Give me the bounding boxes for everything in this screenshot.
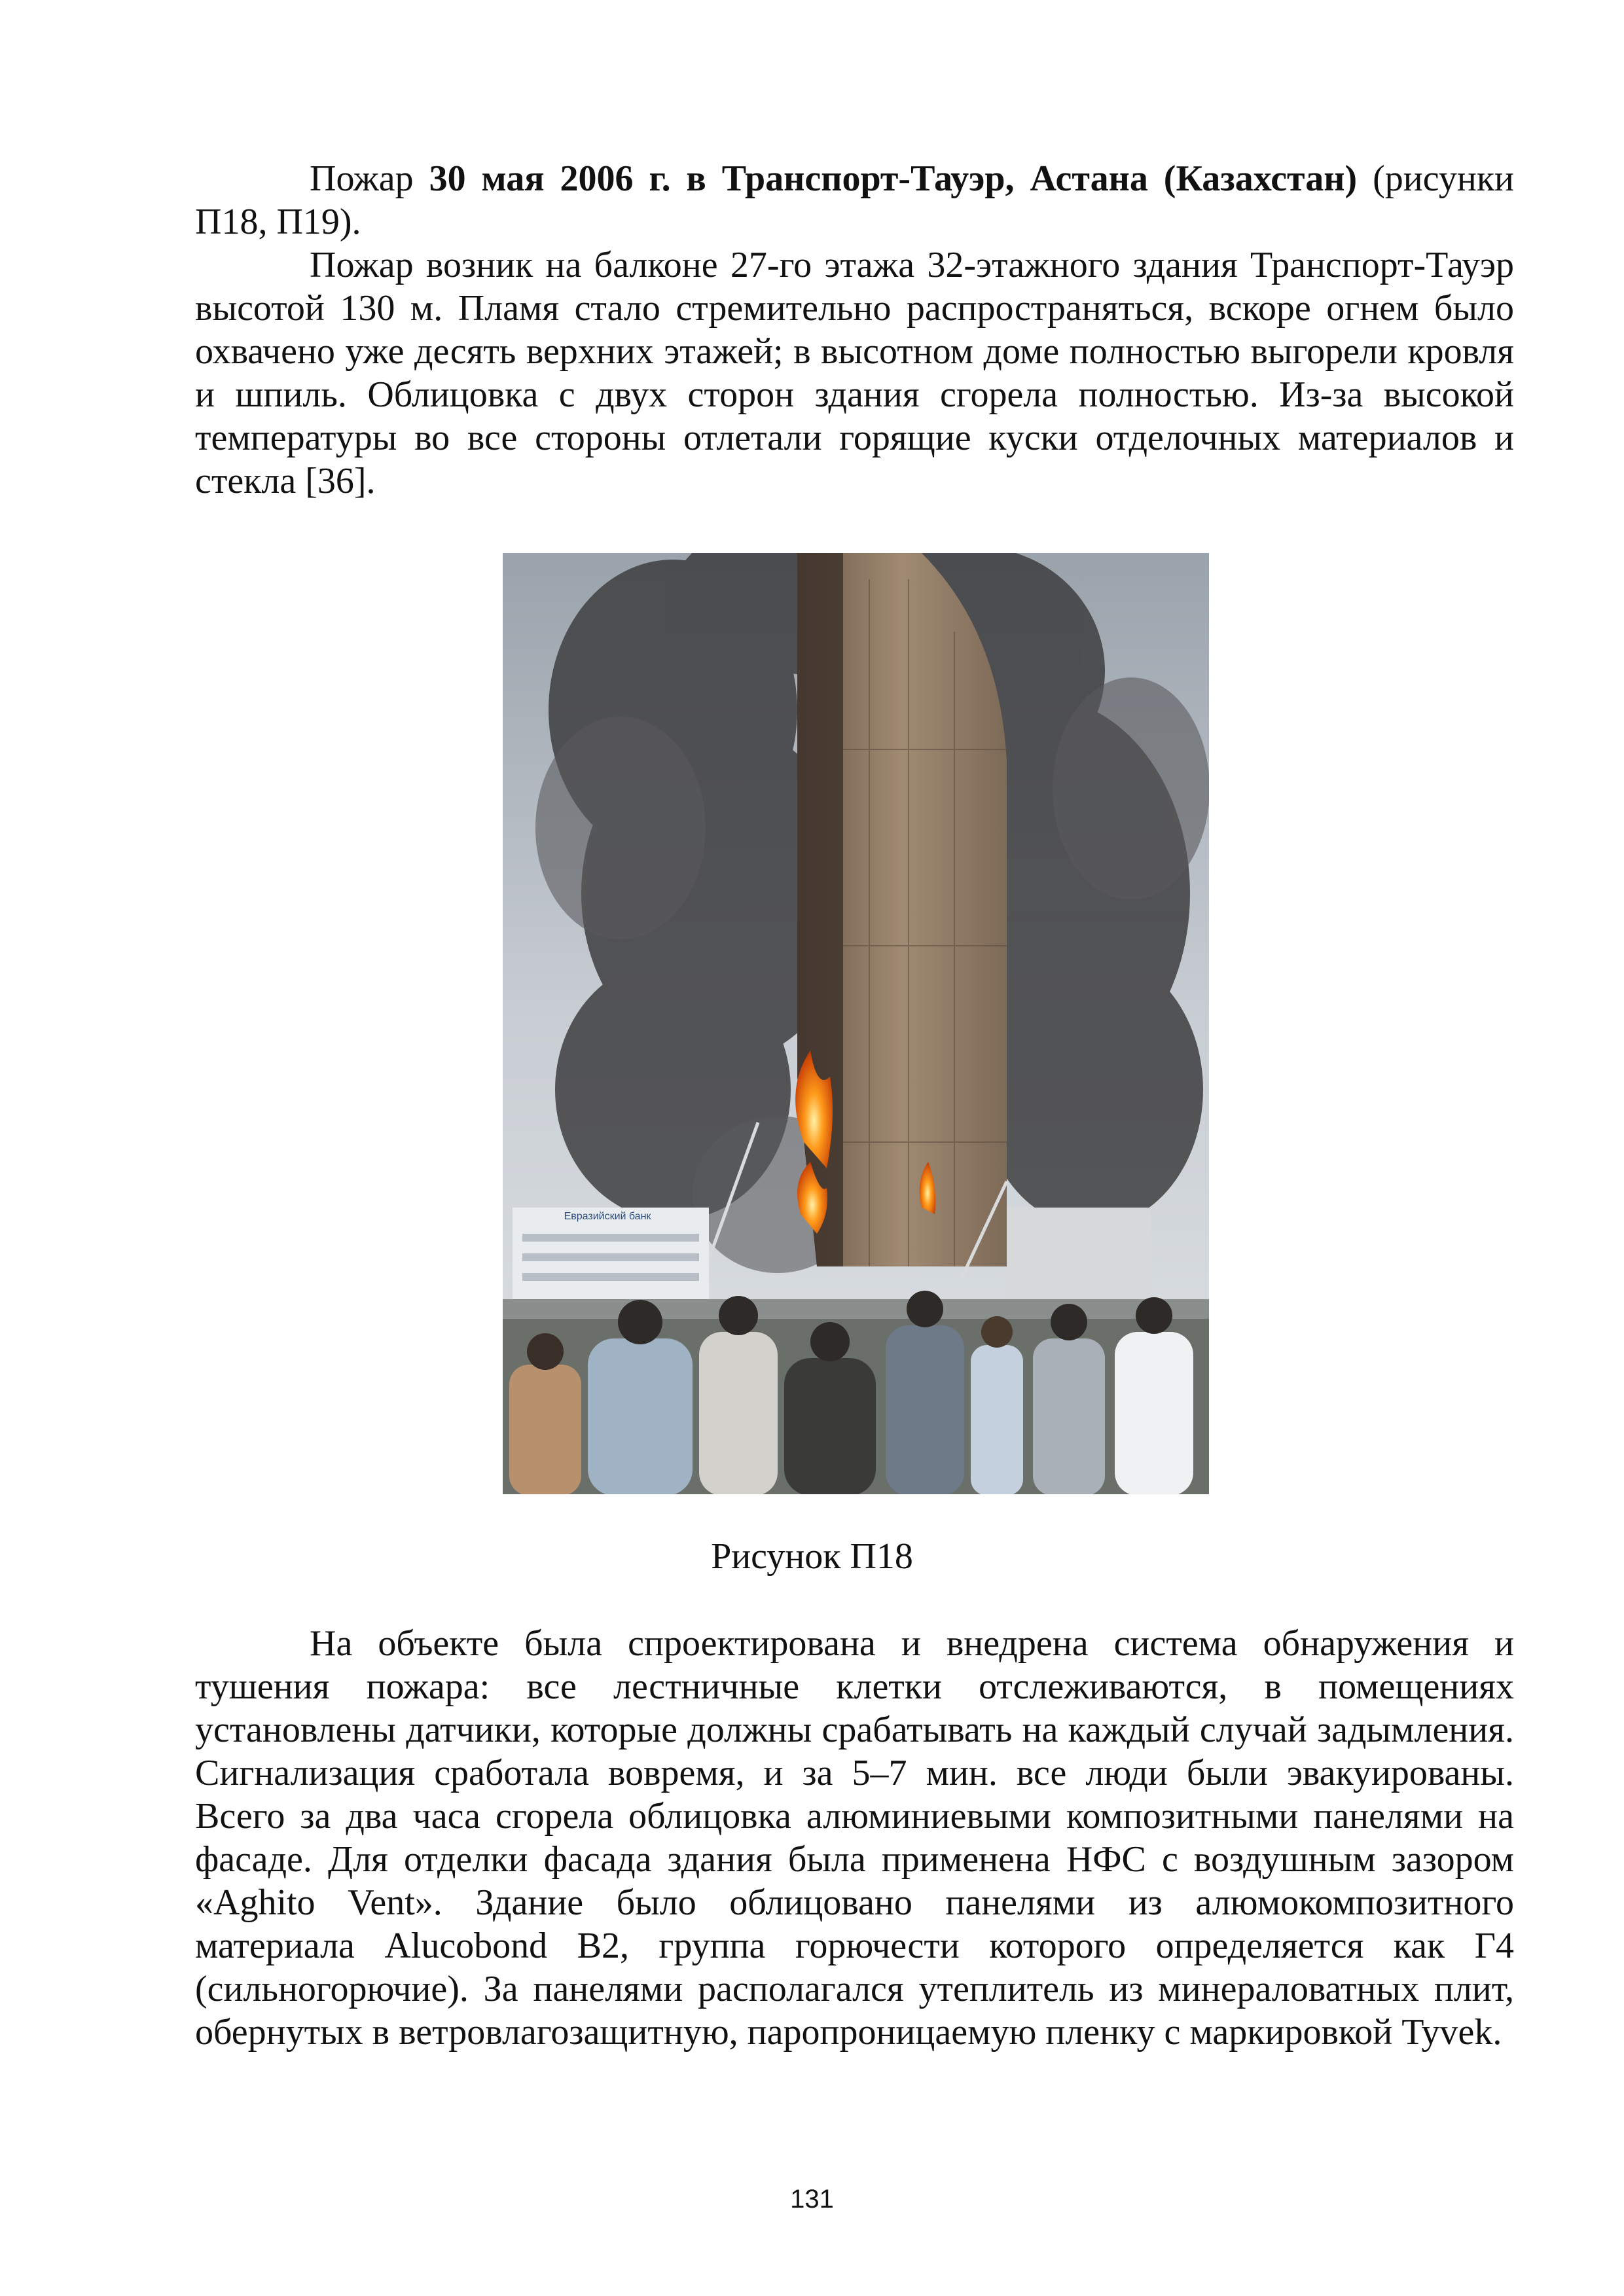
fire-event-title: 30 мая 2006 г. в Транспорт-Тауэр, Астана (Казахстан) — [429, 158, 1358, 199]
paragraph-lead: Пожар — [310, 158, 429, 199]
tower-fire-photo — [503, 553, 1209, 1494]
tower-fire-illustration — [503, 553, 1209, 1494]
page-number: 131 — [790, 2185, 834, 2214]
paragraph-fire-system: На объекте была спроектирована и внедрена система обнаружения и тушения пожара: все лестничные клетки отслеживаются, в помещениях установлены датчики, которые должны срабатывать на каждый случай задымления. Сигнализация сработала вовремя, и за 5–7 мин. все люди были эвакуированы. Всего за два часа сгорела облицовка алюминиевыми композитными панелями на фасаде. Для отделки фасада здания была применена НФС с воздушным зазором «Aghito Vent». Здание было облицовано панелями из алюмокомпозитного материала Alucobond B2, группа горючести которого определяется как Г4 (сильногорючие). За панелями располагался утеплитель из минераловатных плит, обернутых в ветровлагозащитную, паропроницаемую пленку с маркировкой Tyvek. — [195, 1623, 1514, 2053]
far-building — [1007, 1208, 1151, 1299]
figure-caption: Рисунок П18 — [711, 1536, 913, 1577]
figure-reference: (рисунки П18, П19). — [195, 158, 1515, 242]
text-block-bottom — [195, 1622, 1514, 2054]
paragraph-fire-description: Пожар возник на балконе 27-го этажа 32-этажного здания Транспорт-Тауэр высотой 130 м. Пламя стало стремительно распространяться, вскоре огнем было охвачено уже десять верхних этажей; в высотном доме полностью выгорели кровля и шпиль. Облицовка с двух сторон здания сгорела полностью. Из-за высокой температуры во все стороны отлетали горящие куски отделочных материалов и стекла [36]. — [195, 245, 1514, 501]
paragraph-fire-heading — [195, 157, 1514, 243]
bank-sign: Евразийский банк — [564, 1211, 651, 1222]
text-block-top — [195, 157, 1514, 503]
